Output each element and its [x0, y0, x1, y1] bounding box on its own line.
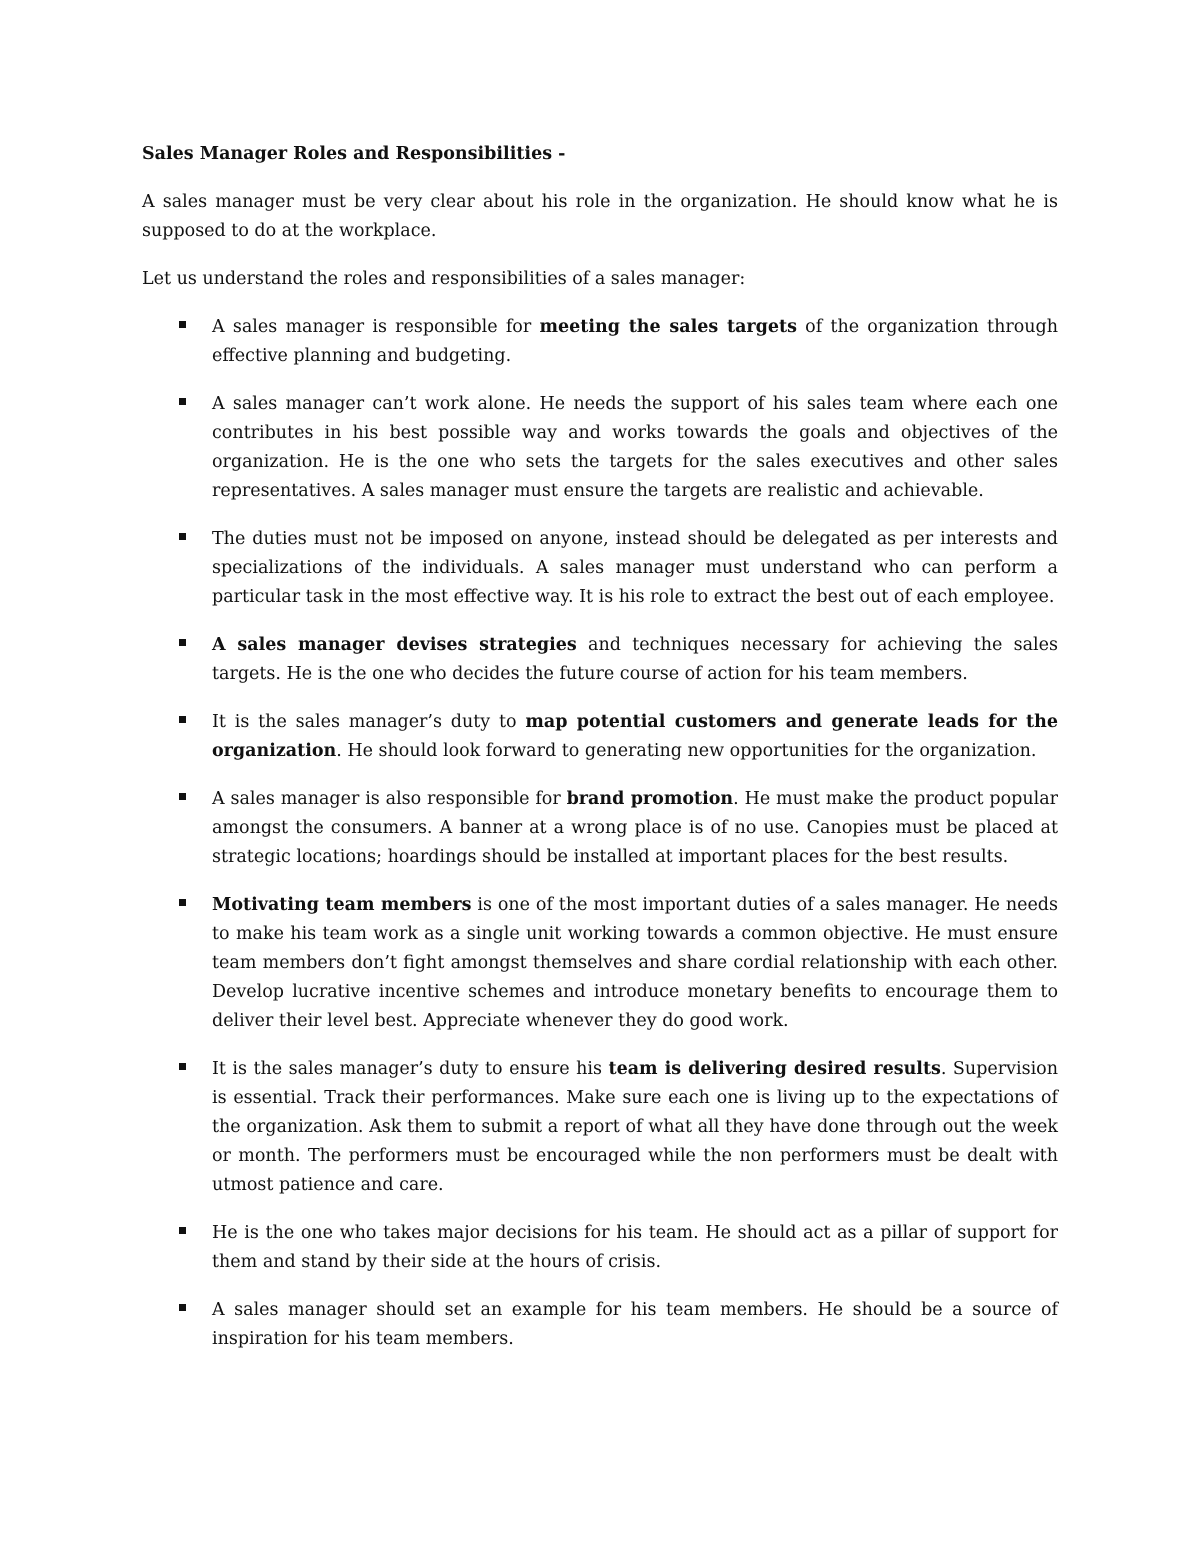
list-item-text: It is the sales manager’s duty to: [212, 712, 526, 732]
list-item-text: . He should look forward to generating new opportunities for the organization.: [336, 741, 1037, 761]
list-item: [142, 1219, 1058, 1277]
list-item-text: . Supervision is essential. Track their performances. Make sure each one is living up to the expectations of the organization. Ask them to submit a report of what all they have done through out the week or month. The performers must be encouraged while the non performers must be dealt with utmost patience and care.: [212, 1059, 1058, 1195]
list-item: [142, 785, 1058, 872]
list-item: [142, 708, 1058, 766]
list-item: [142, 390, 1058, 506]
list-item-text: and techniques necessary for achieving the sales targets. He is the one who decides the future course of action for his team members.: [212, 635, 1058, 684]
square-bullet-icon: [179, 793, 186, 800]
list-item-text: A sales manager is responsible for: [212, 317, 540, 337]
responsibilities-list: [142, 313, 1058, 1354]
square-bullet-icon: [179, 639, 186, 646]
list-item-text: A sales manager can’t work alone. He needs the support of his sales team where each one contributes in his best possible way and works towards the goals and objectives of the organization. He is the one who sets the targets for the sales executives and other sales representatives. A sales manager must ensure the targets are realistic and achievable.: [212, 394, 1058, 501]
list-item-bold-text: brand promotion: [566, 789, 734, 809]
list-item: [142, 891, 1058, 1036]
list-item-text: The duties must not be imposed on anyone, instead should be delegated as per interests and specializations of the individuals. A sales manager must understand who can perform a particular task in the most effective way. It is his role to extract the best out of each employee.: [212, 529, 1058, 607]
list-item-bold-text: meeting the sales targets: [539, 317, 797, 337]
list-item-text: is one of the most important duties of a sales manager. He needs to make his team work as a single unit working towards a common objective. He must ensure team members don’t fight amongst themselves and share cordial relationship with each other. Develop lucrative incentive schemes and introduce monetary benefits to encourage them to deliver their level best. Appreciate whenever they do good work.: [212, 895, 1058, 1031]
square-bullet-icon: [179, 533, 186, 540]
list-item-bold-text: Motivating team members: [212, 895, 472, 915]
square-bullet-icon: [179, 1304, 186, 1311]
square-bullet-icon: [179, 398, 186, 405]
list-item-bold-text: A sales manager devises strategies: [212, 635, 577, 655]
square-bullet-icon: [179, 1063, 186, 1070]
square-bullet-icon: [179, 899, 186, 906]
list-item-text: A sales manager is also responsible for: [212, 789, 567, 809]
list-item-text: A sales manager should set an example for his team members. He should be a source of inspiration for his team members.: [212, 1300, 1058, 1349]
square-bullet-icon: [179, 321, 186, 328]
list-item: [142, 313, 1058, 371]
list-item-text: It is the sales manager’s duty to ensure his: [212, 1059, 609, 1079]
list-item: [142, 631, 1058, 689]
intro-paragraph: A sales manager must be very clear about his role in the organization. He should know what he is supposed to do at the workplace.: [142, 192, 1058, 241]
document-title: Sales Manager Roles and Responsibilities -: [142, 144, 566, 164]
square-bullet-icon: [179, 1227, 186, 1234]
list-item-text: of the organization through effective planning and budgeting.: [212, 317, 1058, 366]
list-item-bold-text: map potential customers and generate leads for the organization: [212, 712, 1058, 761]
list-item-text: He is the one who takes major decisions for his team. He should act as a pillar of support for them and stand by their side at the hours of crisis.: [212, 1223, 1058, 1272]
list-item: [142, 1055, 1058, 1200]
square-bullet-icon: [179, 716, 186, 723]
list-item: [142, 1296, 1058, 1354]
list-item-bold-text: team is delivering desired results: [608, 1059, 941, 1079]
list-item-text: . He must make the product popular amongst the consumers. A banner at a wrong place is of no use. Canopies must be placed at strategic locations; hoardings should be installed at important places for the best results.: [212, 789, 1058, 867]
list-item: [142, 525, 1058, 612]
lead-in-paragraph: Let us understand the roles and responsibilities of a sales manager:: [142, 269, 746, 289]
document-page: [142, 140, 1058, 1373]
